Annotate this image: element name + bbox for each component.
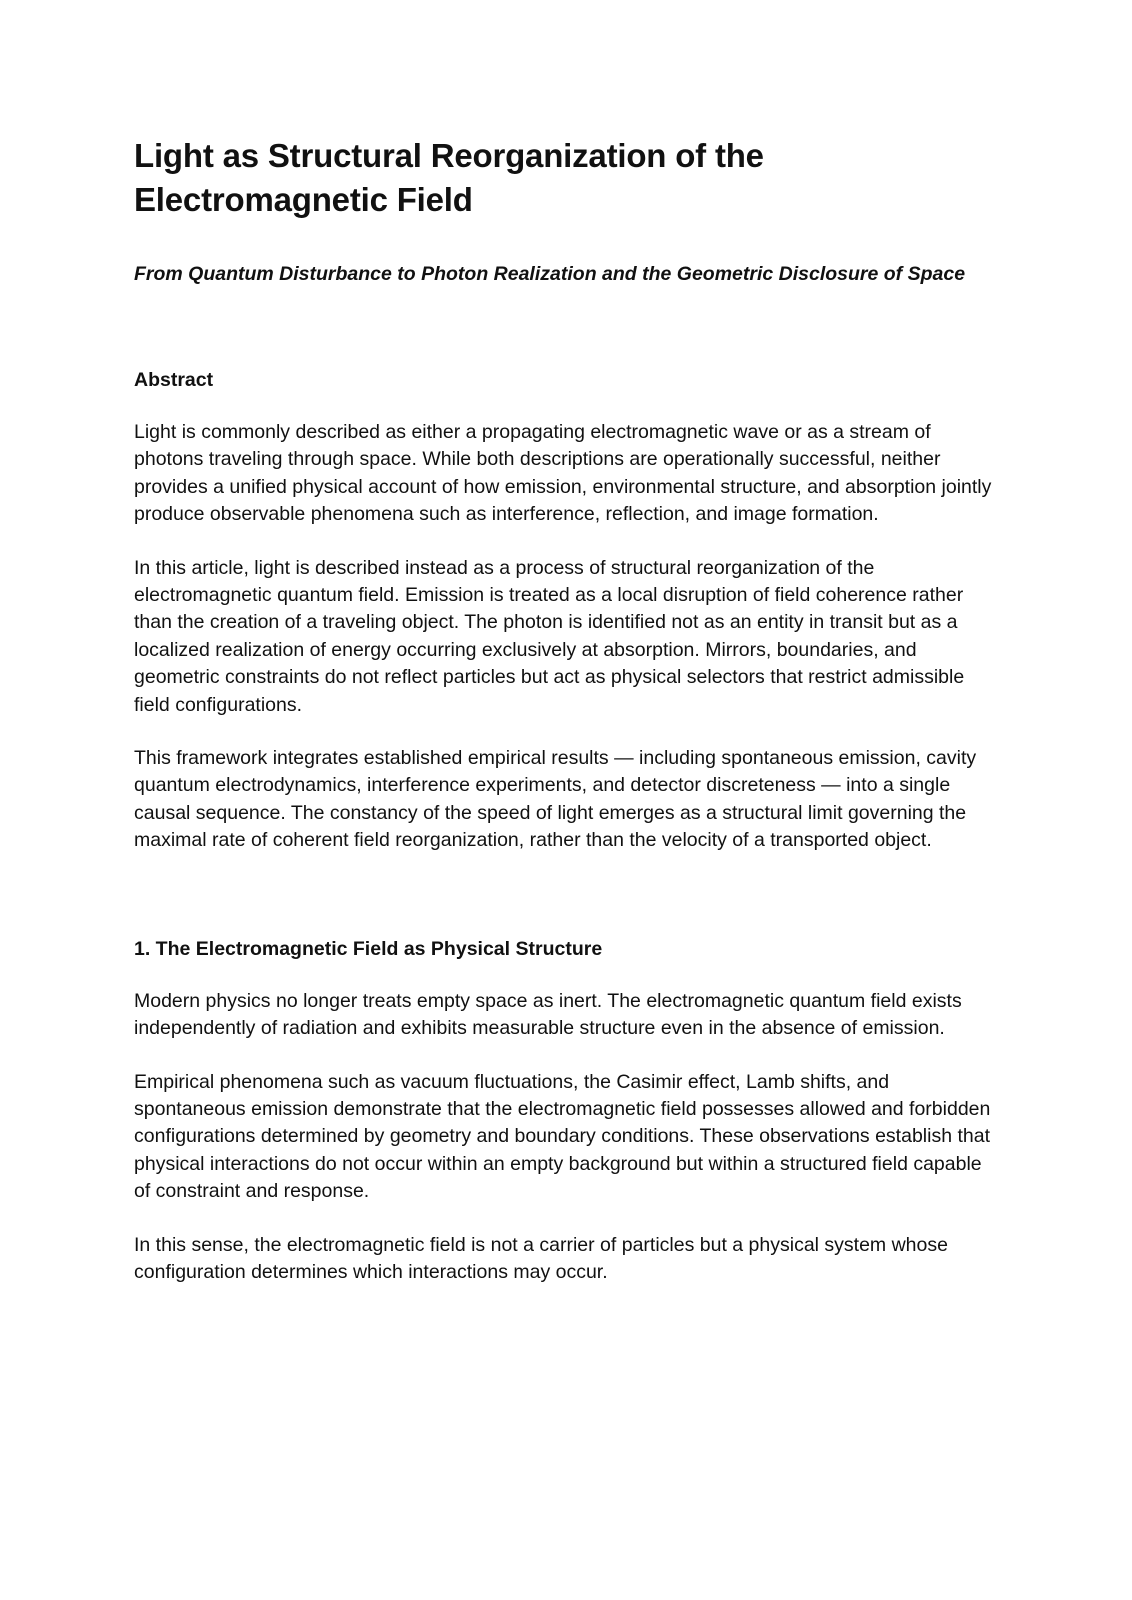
title-line-1: Light as Structural Reorganization of the [134,137,764,174]
abstract-paragraph-2: In this article, light is described instead as a process of structural reorganization of the electromagnetic quantum field. Emission is treated as a local disruption of field coherence rather than the creation of a traveling object. The photon is identified not as an entity in transit but as a localized realization of energy occurring exclusively at absorption. Mirrors, boundaries, and geometric constraints do not reflect particles but act as physical selectors that restrict admissible field configurations. [134,556,965,716]
document-title [134,134,994,222]
document-subtitle: From Quantum Disturbance to Photon Realization and the Geometric Disclosure of Space [134,263,966,285]
abstract-paragraph-1: Light is commonly described as either a propagating electromagnetic wave or as a stream of photons traveling through space. While both descriptions are operationally successful, neither provides a unified physical account of how emission, environmental structure, and absorption jointly produce observable phenomena such as interference, reflection, and image formation. [134,421,992,526]
section-1-paragraph-3: In this sense, the electromagnetic field is not a carrier of particles but a physical system whose configuration determines which interactions may occur. [134,1233,948,1283]
title-line-2: Electromagnetic Field [134,181,473,218]
section-1-paragraph-2: Empirical phenomena such as vacuum fluctuations, the Casimir effect, Lamb shifts, and spontaneous emission demonstrate that the electromagnetic field possesses allowed and forbidden configurations determined by geometry and boundary conditions. These observations establish that physical interactions do not occur within an empty background but within a structured field capable of constraint and response. [134,1070,991,1203]
section-1-heading: 1. The Electromagnetic Field as Physical Structure [134,937,603,960]
abstract-paragraph-3: This framework integrates established empirical results — including spontaneous emission, cavity quantum electrodynamics, interference experiments, and detector discreteness — into a single causal sequence. The constancy of the speed of light emerges as a structural limit governing the maximal rate of coherent field reorganization, rather than the velocity of a transported object. [134,747,977,852]
document-content [134,134,994,1286]
section-1-paragraph-1: Modern physics no longer treats empty space as inert. The electromagnetic quantum field exists independently of radiation and exhibits measurable structure even in the absence of emission. [134,989,962,1040]
abstract-heading: Abstract [134,369,214,391]
